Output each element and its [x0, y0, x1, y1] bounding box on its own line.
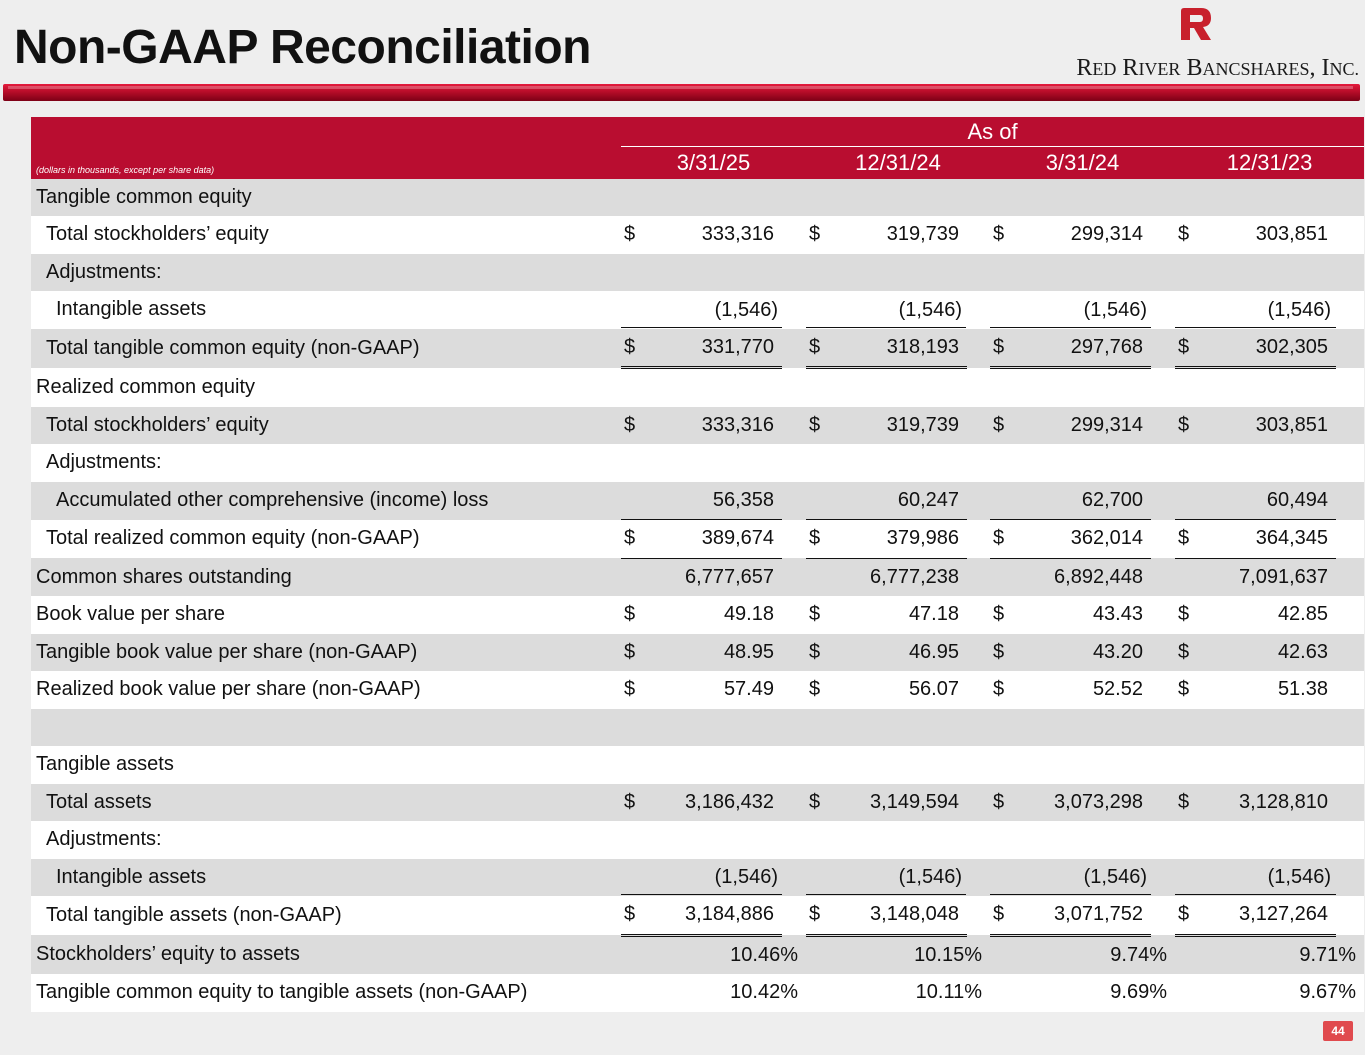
- cell-value: (1,546): [990, 292, 1151, 328]
- cell-value: 62,700: [1020, 482, 1151, 520]
- cell-value: (1,546): [806, 859, 966, 895]
- cell-value: 7,091,637: [1205, 558, 1336, 596]
- row-label: Intangible assets: [31, 859, 621, 897]
- currency-symbol: $: [621, 407, 651, 445]
- cell-value: 3,127,264: [1205, 896, 1336, 935]
- currency-symbol: $: [990, 671, 1020, 709]
- table-row: [31, 368, 1364, 407]
- currency-symbol: $: [806, 520, 836, 559]
- cell-value: [1175, 291, 1364, 329]
- row-label: Tangible assets: [31, 746, 621, 784]
- cell-value: 42.63: [1205, 634, 1336, 672]
- currency-symbol: $: [1175, 671, 1205, 709]
- cell-value: 10.11%: [806, 974, 990, 1012]
- column-header: 3/31/24: [990, 147, 1175, 179]
- table-row: [31, 634, 1364, 672]
- cell-value: 60,247: [836, 482, 967, 520]
- cell-value: 6,777,238: [836, 558, 967, 596]
- table-row: [31, 671, 1364, 709]
- currency-symbol: $: [1175, 896, 1205, 935]
- table-header-row: [31, 117, 1364, 147]
- cell-value: 3,071,752: [1020, 896, 1151, 935]
- cell-value: 9.71%: [1175, 935, 1364, 974]
- cell-value: 52.52: [1020, 671, 1151, 709]
- column-header: 12/31/23: [1175, 147, 1364, 179]
- row-label: Total stockholders’ equity: [31, 216, 621, 254]
- cell-value: (1,546): [990, 859, 1151, 895]
- cell-value: 3,186,432: [651, 784, 782, 822]
- row-label: Adjustments:: [31, 444, 621, 482]
- row-label: Common shares outstanding: [31, 558, 621, 596]
- cell-value: 10.46%: [621, 935, 806, 974]
- company-name: RED RIVER BANCSHARES, INC.: [1076, 55, 1359, 81]
- row-label: Total tangible common equity (non-GAAP): [31, 329, 621, 368]
- table-row: [31, 558, 1364, 596]
- table-row: [31, 974, 1364, 1012]
- currency-symbol: [1175, 558, 1205, 596]
- cell-value: 297,768: [1020, 329, 1151, 368]
- table-row: [31, 329, 1364, 368]
- cell-value: 379,986: [836, 520, 967, 559]
- currency-symbol: $: [621, 329, 651, 368]
- currency-symbol: $: [1175, 329, 1205, 368]
- cell-value: 47.18: [836, 596, 967, 634]
- cell-value: 60,494: [1205, 482, 1336, 520]
- currency-symbol: $: [621, 671, 651, 709]
- cell-value: 10.42%: [621, 974, 806, 1012]
- currency-symbol: $: [990, 784, 1020, 822]
- currency-symbol: $: [990, 634, 1020, 672]
- units-note: (dollars in thousands, except per share data): [31, 147, 621, 179]
- table-row: [31, 482, 1364, 520]
- currency-symbol: $: [621, 596, 651, 634]
- currency-symbol: $: [806, 896, 836, 935]
- cell-value: [806, 291, 990, 329]
- row-label: Total realized common equity (non-GAAP): [31, 520, 621, 559]
- cell-value: 42.85: [1205, 596, 1336, 634]
- cell-value: 303,851: [1205, 407, 1336, 445]
- row-label: Tangible common equity to tangible assets (non-GAAP): [31, 974, 621, 1012]
- currency-symbol: $: [806, 634, 836, 672]
- currency-symbol: $: [621, 784, 651, 822]
- cell-value: 333,316: [651, 216, 782, 254]
- table-row: [31, 746, 1364, 784]
- currency-symbol: [990, 482, 1020, 520]
- currency-symbol: $: [1175, 520, 1205, 559]
- table-row: [31, 254, 1364, 292]
- cell-value: 56,358: [651, 482, 782, 520]
- currency-symbol: $: [1175, 784, 1205, 822]
- row-label: Realized book value per share (non-GAAP): [31, 671, 621, 709]
- cell-value: 331,770: [651, 329, 782, 368]
- currency-symbol: $: [806, 216, 836, 254]
- cell-value: 299,314: [1020, 407, 1151, 445]
- cell-value: 299,314: [1020, 216, 1151, 254]
- currency-symbol: $: [990, 596, 1020, 634]
- cell-value: 6,892,448: [1020, 558, 1151, 596]
- table-row: [31, 216, 1364, 254]
- row-label: Accumulated other comprehensive (income) loss: [31, 482, 621, 520]
- cell-value: 43.43: [1020, 596, 1151, 634]
- column-header: 12/31/24: [806, 147, 990, 179]
- cell-value: [990, 859, 1175, 897]
- cell-value: [990, 291, 1175, 329]
- cell-value: 3,148,048: [836, 896, 967, 935]
- cell-value: 319,739: [836, 216, 967, 254]
- cell-value: 303,851: [1205, 216, 1336, 254]
- currency-symbol: $: [806, 784, 836, 822]
- table-row: [31, 407, 1364, 445]
- currency-symbol: $: [621, 216, 651, 254]
- cell-value: (1,546): [1175, 859, 1336, 895]
- cell-value: 318,193: [836, 329, 967, 368]
- table-row: [31, 896, 1364, 935]
- cell-value: [806, 859, 990, 897]
- cell-value: 6,777,657: [651, 558, 782, 596]
- cell-value: [621, 859, 806, 897]
- row-label: Adjustments:: [31, 254, 621, 292]
- cell-value: (1,546): [621, 859, 782, 895]
- table-row: [31, 784, 1364, 822]
- table-row: [31, 859, 1364, 897]
- currency-symbol: $: [990, 407, 1020, 445]
- row-label: Total tangible assets (non-GAAP): [31, 896, 621, 935]
- page-number: 44: [1323, 1021, 1353, 1041]
- cell-value: 56.07: [836, 671, 967, 709]
- currency-symbol: $: [806, 596, 836, 634]
- cell-value: 302,305: [1205, 329, 1336, 368]
- cell-value: 362,014: [1020, 520, 1151, 559]
- currency-symbol: $: [1175, 407, 1205, 445]
- currency-symbol: $: [1175, 634, 1205, 672]
- row-label: Intangible assets: [31, 291, 621, 329]
- currency-symbol: [990, 558, 1020, 596]
- cell-value: 3,128,810: [1205, 784, 1336, 822]
- currency-symbol: $: [806, 407, 836, 445]
- cell-value: 49.18: [651, 596, 782, 634]
- cell-value: (1,546): [1175, 292, 1336, 328]
- column-header: 3/31/25: [621, 147, 806, 179]
- row-label: Total stockholders’ equity: [31, 407, 621, 445]
- cell-value: 57.49: [651, 671, 782, 709]
- row-label: Tangible book value per share (non-GAAP): [31, 634, 621, 672]
- row-label: Realized common equity: [31, 368, 621, 407]
- cell-value: 319,739: [836, 407, 967, 445]
- cell-value: (1,546): [806, 292, 966, 328]
- table-row: [31, 821, 1364, 859]
- table-row: [31, 596, 1364, 634]
- currency-symbol: [621, 558, 651, 596]
- cell-value: 9.74%: [990, 935, 1175, 974]
- table-row: [31, 520, 1364, 559]
- currency-symbol: $: [1175, 596, 1205, 634]
- table-row: [31, 709, 1364, 747]
- cell-value: 46.95: [836, 634, 967, 672]
- currency-symbol: [1175, 482, 1205, 520]
- as-of-header: As of: [621, 117, 1364, 147]
- currency-symbol: $: [1175, 216, 1205, 254]
- table-row: [31, 935, 1364, 974]
- cell-value: 10.15%: [806, 935, 990, 974]
- row-label: Tangible common equity: [31, 179, 621, 217]
- cell-value: 3,184,886: [651, 896, 782, 935]
- currency-symbol: $: [621, 520, 651, 559]
- cell-value: 9.67%: [1175, 974, 1364, 1012]
- currency-symbol: [621, 482, 651, 520]
- table-row: [31, 291, 1364, 329]
- row-label: Book value per share: [31, 596, 621, 634]
- table-header-row: [31, 147, 1364, 179]
- cell-value: 3,149,594: [836, 784, 967, 822]
- currency-symbol: $: [621, 634, 651, 672]
- page-title: Non-GAAP Reconciliation: [14, 21, 591, 74]
- cell-value: 389,674: [651, 520, 782, 559]
- cell-value: 9.69%: [990, 974, 1175, 1012]
- cell-value: 48.95: [651, 634, 782, 672]
- row-label: Adjustments:: [31, 821, 621, 859]
- table-row: [31, 179, 1364, 217]
- cell-value: (1,546): [621, 292, 782, 328]
- cell-value: 3,073,298: [1020, 784, 1151, 822]
- cell-value: 364,345: [1205, 520, 1336, 559]
- currency-symbol: [806, 482, 836, 520]
- currency-symbol: $: [990, 216, 1020, 254]
- non-gaap-table: [31, 117, 1364, 1012]
- currency-symbol: $: [990, 329, 1020, 368]
- row-label: [31, 709, 621, 747]
- cell-value: 333,316: [651, 407, 782, 445]
- currency-symbol: $: [806, 671, 836, 709]
- currency-symbol: $: [621, 896, 651, 935]
- table-row: [31, 444, 1364, 482]
- cell-value: [621, 291, 806, 329]
- row-label: Total assets: [31, 784, 621, 822]
- cell-value: 43.20: [1020, 634, 1151, 672]
- bank-logo-icon: [1177, 5, 1215, 43]
- cell-value: 51.38: [1205, 671, 1336, 709]
- currency-symbol: [806, 558, 836, 596]
- row-label: Stockholders’ equity to assets: [31, 935, 621, 974]
- currency-symbol: $: [990, 520, 1020, 559]
- currency-symbol: $: [806, 329, 836, 368]
- currency-symbol: $: [990, 896, 1020, 935]
- cell-value: [1175, 859, 1364, 897]
